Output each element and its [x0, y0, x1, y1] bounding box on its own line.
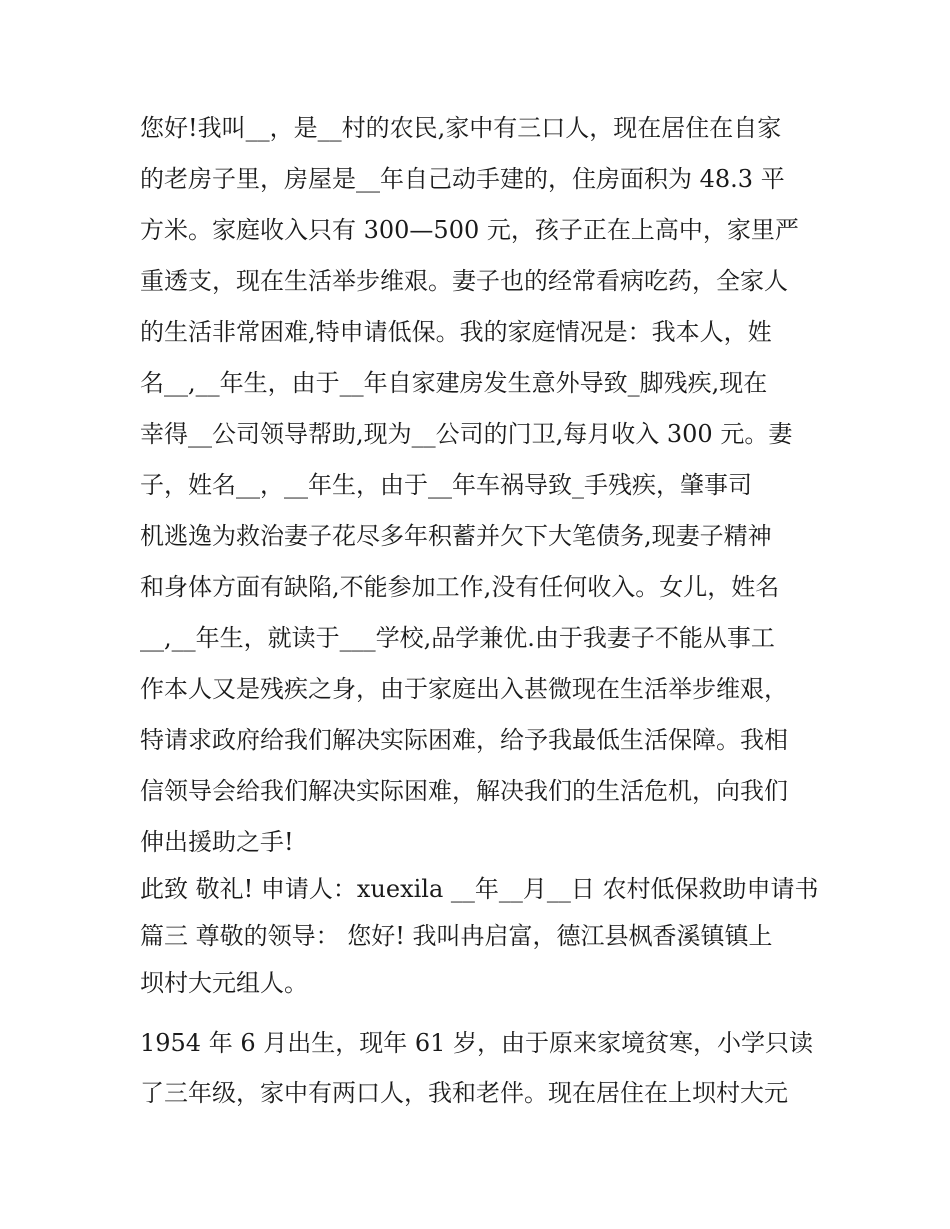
text-line: 了三年级，家中有两口人，我和老伴。现在居住在上坝村大元 [140, 1079, 788, 1107]
text-line: 特请求政府给我们解决实际困难，给予我最低生活保障。我相 [140, 726, 788, 754]
text-line: 机逃逸为救治妻子花尽多年积蓄并欠下大笔债务,现妻子精神 [140, 522, 772, 550]
text-line: 您好!我叫__，是__村的农民,家中有三口人，现在居住在自家 [140, 114, 782, 142]
text-line: 篇三 尊敬的领导： 您好! 我叫冉启富，德江县枫香溪镇镇上 [140, 922, 773, 950]
text-line: 此致 敬礼! 申请人：xuexila __年__月__日 农村低保救助申请书 [140, 875, 819, 903]
text-line: __,__年生，就读于___学校,品学兼优.由于我妻子不能从事工 [140, 624, 775, 652]
text-line: 方米。家庭收入只有 300—500 元，孩子正在上高中，家里严 [140, 216, 799, 244]
text-line: 作本人又是残疾之身，由于家庭出入甚微现在生活举步维艰， [140, 675, 788, 703]
text-line: 1954 年 6 月出生，现年 61 岁，由于原来家境贫寒，小学只读 [140, 1029, 814, 1057]
text-line: 幸得__公司领导帮助,现为__公司的门卫,每月收入 300 元。妻 [140, 420, 793, 448]
text-line: 坝村大元组人。 [140, 969, 308, 997]
text-line: 的老房子里，房屋是__年自己动手建的，住房面积为 48.3 平 [140, 165, 785, 193]
text-line: 和身体方面有缺陷,不能参加工作,没有任何收入。女儿，姓名 [140, 573, 780, 601]
text-line: 的生活非常困难,特申请低保。我的家庭情况是：我本人，姓 [140, 318, 772, 346]
text-line: 名__,__年生，由于__年自家建房发生意外导致_脚残疾,现在 [140, 369, 768, 397]
text-line: 信领导会给我们解决实际困难，解决我们的生活危机，向我们 [140, 777, 788, 805]
text-line: 伸出援助之手! [140, 828, 294, 856]
text-line: 子，姓名__，__年生，由于__年车祸导致_手残疾，肇事司 [140, 471, 752, 499]
text-line: 重透支，现在生活举步维艰。妻子也的经常看病吃药，全家人 [140, 267, 788, 295]
